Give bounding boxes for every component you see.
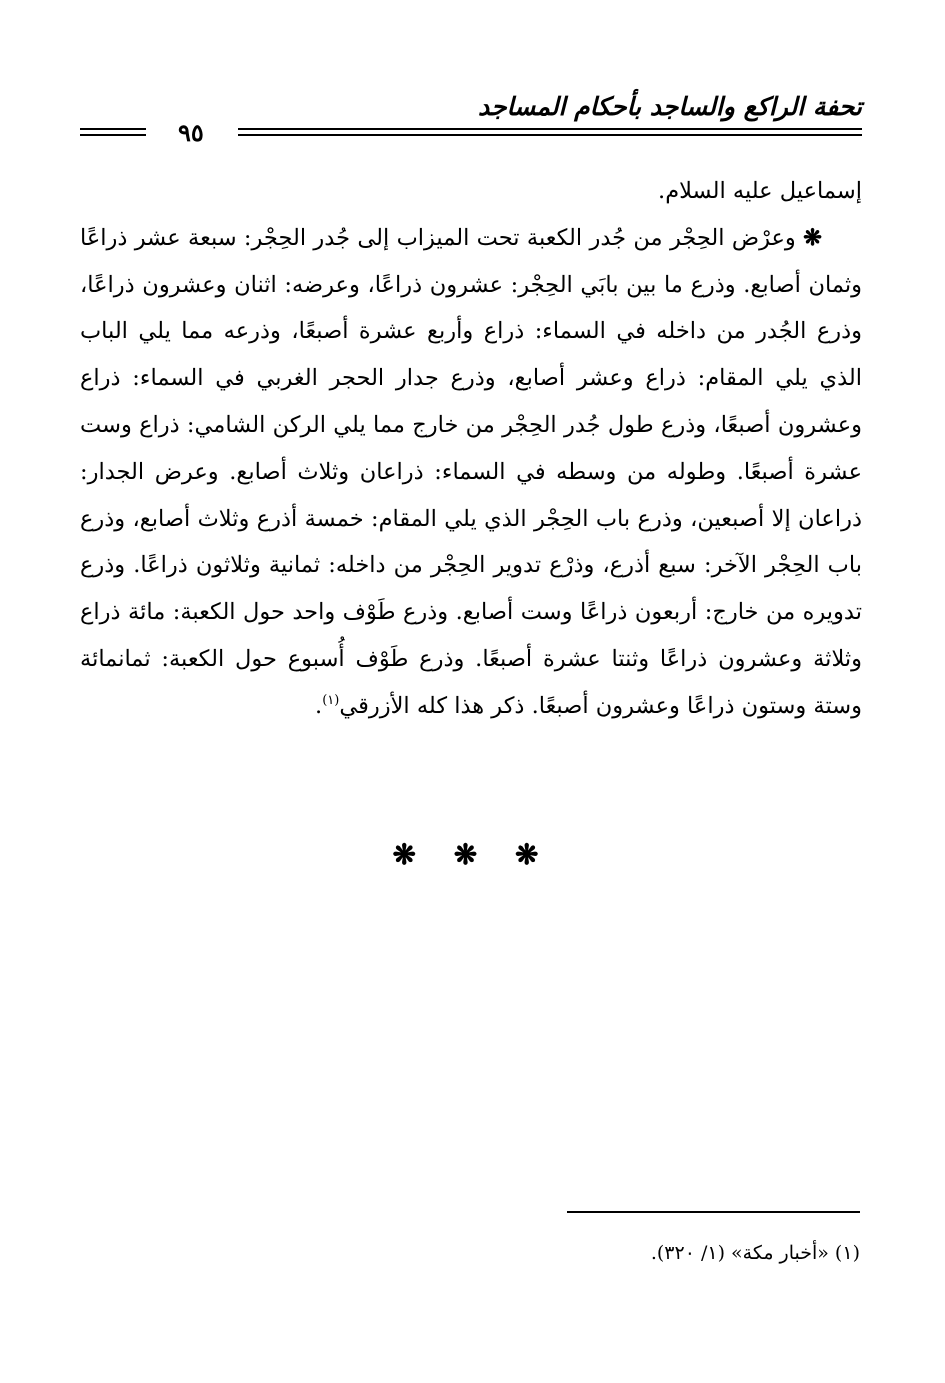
footnote-reference[interactable]: (١) xyxy=(322,692,340,708)
page-header xyxy=(80,92,862,152)
body-text xyxy=(80,168,862,730)
paragraph-2 xyxy=(80,215,862,730)
header-rule-right-bottom xyxy=(238,134,862,136)
paragraph-1: إسماعيل عليه السلام. xyxy=(658,178,862,204)
asterisk-icon: ❋ xyxy=(803,224,823,251)
paragraph-2-text: وعرْض الحِجْر من جُدر الكعبة تحت الميزاب إلى جُدر الحِجْر: سبعة عشر ذراعًا وثمان أصابع. وذرع ما بين بابَي الحِجْر: عشرون ذراعًا، وعرضه: اثنان وعشرون ذراعًا، وذرع الجُدر من داخله في السماء: ذراع وأربع عشرة أصبعًا، وذرعه مما يلي الباب الذي يلي المقام: ذراع وعشر أصابع، وذرع جدار الحجر الغربي في السماء: ذراع وعشرون أصبعًا، وذرع طول جُدر الحِجْر من خارج مما يلي الركن الشامي: ذراع وست عشرة أصبعًا. وطوله من وسطه في السماء: ذراعان وثلاث أصابع. وعرض الجدار: ذراعان إلا أصبعين، وذرع باب الحِجْر الذي يلي المقام: خمسة أذرع وثلاث أصابع، وذرع باب الحِجْر الآخر: سبع أذرع، وذرْع تدوير الحِجْر من داخله: ثمانية وثلاثون ذراعًا. وذرع تدويره من خارج: أربعون ذراعًا وست أصابع. وذرع طَوْف واحد حول الكعبة: مائة ذراع وثلاثة وعشرون ذراعًا وثنتا عشرة أصبعًا. وذرع طَوْف أُسبوع حول الكعبة: ثمانمائة وستة وستون ذراعًا وعشرون أصبعًا. ذكر هذا كله الأزرقي xyxy=(80,224,862,719)
footnote-divider xyxy=(567,1211,860,1213)
running-title: تحفة الراكع والساجد بأحكام المساجد xyxy=(477,92,862,121)
paragraph-2-end: . xyxy=(315,692,323,719)
header-rule-left-bottom xyxy=(80,134,146,136)
header-rule-right-top xyxy=(238,128,862,130)
section-separator: ❋ ❋ ❋ xyxy=(392,838,553,871)
header-rule-left-top xyxy=(80,128,146,130)
footnote: (١) «أخبار مكة» (١/ ٣٢٠). xyxy=(650,1242,860,1264)
page-number: ٩٥ xyxy=(178,118,204,147)
